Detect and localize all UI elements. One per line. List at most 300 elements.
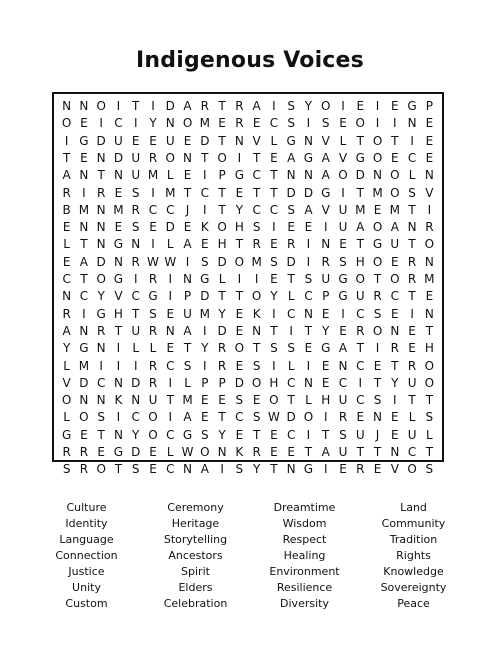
grid-letter: O <box>148 427 158 442</box>
grid-letter: I <box>116 341 121 356</box>
grid-letter: H <box>234 220 244 235</box>
grid-letter: N <box>286 462 296 477</box>
grid-letter: I <box>272 306 276 321</box>
grid-letter: S <box>201 427 209 442</box>
grid-letter: Y <box>270 289 278 304</box>
grid-letter: T <box>356 445 364 459</box>
grid-letter: T <box>114 462 123 477</box>
grid-letter: I <box>203 358 207 373</box>
grid-letter: I <box>64 133 69 148</box>
grid-letter: D <box>303 185 314 200</box>
word-list-item: Respect <box>282 533 327 546</box>
grid-letter: O <box>217 220 227 235</box>
grid-letter: E <box>339 116 347 131</box>
grid-letter: I <box>341 306 345 321</box>
grid-letter: U <box>131 168 141 183</box>
grid-letter: I <box>306 427 311 442</box>
grid-row <box>54 323 442 340</box>
grid-letter: C <box>407 445 417 459</box>
grid-letter: I <box>272 220 276 235</box>
grid-letter: C <box>269 202 279 217</box>
grid-letter: I <box>220 462 224 477</box>
grid-letter: A <box>183 323 192 338</box>
grid-letter: Y <box>62 341 71 356</box>
grid-letter: E <box>391 254 399 269</box>
grid-letter: I <box>151 99 155 113</box>
grid-letter: N <box>62 99 72 113</box>
grid-letter: I <box>203 168 207 183</box>
grid-row <box>54 340 442 357</box>
grid-letter: N <box>303 306 313 321</box>
grid-letter: N <box>96 202 106 217</box>
word-search-grid <box>52 92 444 477</box>
grid-letter: O <box>200 445 210 459</box>
grid-letter: V <box>321 133 330 148</box>
grid-letter: N <box>96 341 106 356</box>
grid-letter: E <box>201 410 209 425</box>
grid-letter: R <box>148 150 158 165</box>
grid-letter: T <box>252 341 261 356</box>
grid-letter: T <box>80 272 88 286</box>
grid-letter: V <box>252 133 261 148</box>
grid-letter: N <box>79 323 89 338</box>
grid-letter: T <box>183 185 192 200</box>
grid-letter: N <box>183 462 193 477</box>
grid-letter: N <box>96 220 106 235</box>
grid-letter: T <box>218 185 226 200</box>
grid-letter: N <box>113 168 123 183</box>
grid-letter: E <box>391 410 399 425</box>
grid-letter: I <box>410 306 414 321</box>
grid-letter: G <box>61 427 72 442</box>
grid-letter: E <box>356 410 365 425</box>
grid-letter: T <box>270 323 278 338</box>
grid-letter: G <box>148 289 158 304</box>
grid-letter: N <box>407 116 417 131</box>
grid-letter: A <box>183 99 192 113</box>
grid-letter: R <box>97 323 106 338</box>
grid-letter: E <box>80 427 88 442</box>
grid-letter: R <box>62 185 71 200</box>
grid-letter: T <box>166 393 174 408</box>
grid-letter: N <box>252 323 262 338</box>
grid-letter: I <box>82 306 86 321</box>
grid-letter: I <box>151 237 155 252</box>
word-list-item: Land <box>400 501 427 514</box>
word-list-item: Rights <box>396 549 431 562</box>
grid-letter: G <box>321 185 331 200</box>
grid-letter: Y <box>149 116 157 131</box>
grid-letter: T <box>97 427 105 442</box>
grid-letter: I <box>323 410 328 425</box>
grid-letter: I <box>168 272 173 286</box>
grid-letter: S <box>270 341 278 356</box>
grid-letter: D <box>165 99 175 113</box>
grid-letter: D <box>234 375 244 390</box>
grid-row <box>54 306 442 323</box>
grid-row <box>54 444 442 461</box>
word-list-item: Dreamtime <box>273 501 336 514</box>
grid-letter: R <box>287 237 296 252</box>
grid-letter: G <box>303 462 314 477</box>
grid-letter: T <box>287 272 295 286</box>
grid-letter: E <box>166 306 175 321</box>
word-list-item: Culture <box>66 501 107 514</box>
grid-letter: U <box>165 133 175 148</box>
grid-letter: T <box>304 323 313 338</box>
grid-letter: S <box>408 185 416 200</box>
grid-letter: P <box>201 375 209 390</box>
grid-letter: I <box>306 116 311 131</box>
word-list-item: Peace <box>397 597 430 610</box>
grid-letter: L <box>63 358 70 373</box>
grid-letter: D <box>165 220 175 235</box>
grid-letter: T <box>183 341 192 356</box>
grid-letter: E <box>183 220 192 235</box>
grid-letter: K <box>235 445 244 459</box>
grid-letter: E <box>339 237 347 252</box>
grid-letter: I <box>133 272 138 286</box>
grid-letter: I <box>375 116 380 131</box>
grid-letter: O <box>320 99 331 113</box>
grid-letter: E <box>270 272 278 286</box>
grid-letter: E <box>201 237 209 252</box>
grid-letter: E <box>252 393 261 408</box>
grid-letter: M <box>199 116 210 131</box>
grid-letter: G <box>407 99 417 113</box>
grid-letter: N <box>113 254 123 269</box>
grid-letter: V <box>321 202 330 217</box>
grid-letter: T <box>373 272 382 286</box>
grid-letter: C <box>356 306 365 321</box>
grid-letter: B <box>62 202 71 217</box>
grid-letter: S <box>97 410 105 425</box>
grid-letter: G <box>113 237 124 252</box>
grid-letter: S <box>131 185 140 200</box>
grid-letter: L <box>305 393 312 408</box>
grid-letter: E <box>235 427 244 442</box>
grid-letter: T <box>408 289 416 304</box>
grid-letter: I <box>427 202 432 217</box>
word-list-item: Diversity <box>280 597 329 610</box>
grid-letter: R <box>321 254 330 269</box>
grid-letter: V <box>114 289 123 304</box>
grid-letter: Y <box>252 462 261 477</box>
grid-letter: T <box>356 185 364 200</box>
grid-letter: N <box>286 168 296 183</box>
grid-letter: T <box>252 185 261 200</box>
grid-letter: N <box>321 237 331 252</box>
grid-letter: M <box>355 202 366 217</box>
grid-letter: E <box>339 323 347 338</box>
grid-letter: E <box>391 427 399 442</box>
grid-letter: E <box>252 116 261 131</box>
grid-letter: G <box>113 445 124 459</box>
grid-letter: I <box>116 410 121 425</box>
grid-letter: O <box>390 272 400 286</box>
grid-letter: T <box>425 323 434 338</box>
grid-letter: C <box>114 116 123 131</box>
grid-letter: W <box>267 410 280 425</box>
grid-letter: N <box>303 168 313 183</box>
grid-letter: D <box>131 375 141 390</box>
grid-letter: N <box>165 116 175 131</box>
grid-letter: E <box>218 116 226 131</box>
word-list-item: Environment <box>269 565 340 578</box>
grid-letter: E <box>62 254 71 269</box>
word-list-item: Connection <box>55 549 118 562</box>
grid-letter: I <box>133 358 138 373</box>
grid-letter: I <box>323 462 328 477</box>
grid-letter: I <box>410 133 414 148</box>
grid-letter: M <box>113 202 124 217</box>
grid-letter: M <box>78 358 90 373</box>
grid-letter: W <box>164 254 177 269</box>
grid-letter: U <box>355 289 365 304</box>
grid-letter: I <box>375 99 380 113</box>
grid-letter: S <box>373 393 382 408</box>
grid-letter: T <box>391 358 399 373</box>
grid-letter: C <box>407 150 417 165</box>
grid-letter: A <box>321 150 330 165</box>
grid-letter: M <box>424 272 435 286</box>
grid-letter: A <box>252 99 261 113</box>
grid-letter: E <box>425 150 434 165</box>
grid-letter: Y <box>235 202 244 217</box>
grid-letter: G <box>372 237 383 252</box>
grid-letter: E <box>339 462 347 477</box>
grid-letter: R <box>148 323 158 338</box>
grid-letter: C <box>235 410 244 425</box>
grid-letter: U <box>338 202 348 217</box>
grid-letter: V <box>425 185 434 200</box>
grid-letter: H <box>217 237 227 252</box>
grid-letter: T <box>218 202 226 217</box>
grid-letter: C <box>79 289 89 304</box>
grid-letter: S <box>373 306 382 321</box>
grid-letter: S <box>287 202 295 217</box>
grid-letter: T <box>408 202 416 217</box>
grid-letter: U <box>183 306 192 321</box>
grid-letter: T <box>270 462 278 477</box>
grid-letter: E <box>149 445 157 459</box>
word-list <box>32 500 468 612</box>
grid-letter: O <box>61 393 72 408</box>
grid-letter: J <box>185 202 190 217</box>
grid-letter: L <box>166 168 174 183</box>
grid-letter: N <box>183 272 193 286</box>
grid-letter: O <box>79 410 89 425</box>
grid-letter: S <box>321 116 330 131</box>
grid-row <box>54 427 442 444</box>
grid-letter: S <box>425 410 434 425</box>
grid-letter: U <box>148 393 158 408</box>
grid-letter: R <box>148 375 158 390</box>
grid-letter: O <box>303 410 314 425</box>
grid-letter: R <box>79 445 89 459</box>
grid-row <box>54 236 442 253</box>
grid-letter: C <box>252 202 261 217</box>
grid-letter: O <box>234 341 245 356</box>
grid-letter: I <box>82 185 86 200</box>
grid-row <box>54 392 442 409</box>
grid-letter: U <box>407 427 417 442</box>
grid-letter: O <box>372 220 383 235</box>
grid-letter: T <box>218 133 226 148</box>
grid-letter: R <box>407 254 417 269</box>
grid-letter: U <box>338 445 348 459</box>
grid-letter: T <box>252 427 261 442</box>
grid-letter: S <box>339 254 347 269</box>
grid-letter: I <box>237 272 242 286</box>
grid-letter: C <box>200 185 209 200</box>
grid-letter: C <box>148 202 158 217</box>
grid-letter: A <box>287 150 296 165</box>
grid-row <box>54 254 442 271</box>
grid-letter: E <box>425 116 434 131</box>
grid-row <box>54 98 442 115</box>
grid-letter: U <box>338 393 348 408</box>
grid-letter: S <box>252 220 261 235</box>
grid-letter: P <box>322 289 330 304</box>
grid-letter: N <box>424 168 434 183</box>
grid-letter: G <box>321 341 331 356</box>
grid-letter: E <box>114 185 123 200</box>
word-list-item: Resilience <box>276 581 333 594</box>
grid-letter: T <box>356 341 364 356</box>
grid-letter: E <box>373 202 382 217</box>
grid-letter: O <box>355 272 365 286</box>
grid-letter: T <box>218 99 226 113</box>
grid-row <box>54 133 442 150</box>
grid-letter: I <box>168 410 173 425</box>
grid-letter: E <box>425 289 434 304</box>
grid-letter: C <box>166 202 175 217</box>
grid-letter: T <box>322 427 330 442</box>
grid-letter: N <box>338 358 348 373</box>
grid-letter: G <box>96 306 106 321</box>
grid-letter: T <box>391 133 399 148</box>
grid-letter: T <box>114 323 123 338</box>
grid-letter: S <box>287 99 295 113</box>
word-list-item: Unity <box>72 581 101 594</box>
grid-letter: S <box>131 220 140 235</box>
grid-letter: N <box>234 133 244 148</box>
grid-letter: L <box>132 341 140 356</box>
grid-letter: E <box>287 445 295 459</box>
grid-letter: D <box>217 323 227 338</box>
grid-letter: O <box>251 375 262 390</box>
grid-letter: E <box>218 393 226 408</box>
grid-letter: E <box>183 133 192 148</box>
grid-letter: N <box>96 150 106 165</box>
grid-letter: N <box>373 168 383 183</box>
grid-row <box>54 219 442 236</box>
grid-letter: I <box>272 99 276 113</box>
grid-letter: O <box>372 150 383 165</box>
grid-letter: M <box>199 306 210 321</box>
grid-letter: C <box>304 289 313 304</box>
grid-letter: L <box>287 289 295 304</box>
grid-letter: D <box>200 289 210 304</box>
grid-letter: S <box>235 393 244 408</box>
grid-row <box>54 115 442 132</box>
grid-letter: R <box>148 358 158 373</box>
grid-letter: U <box>114 133 123 148</box>
grid-letter: R <box>407 358 417 373</box>
grid-letter: O <box>269 393 279 408</box>
grid-letter: I <box>203 323 207 338</box>
grid-letter: M <box>182 393 193 408</box>
grid-letter: D <box>131 445 141 459</box>
grid-letter: O <box>182 116 193 131</box>
grid-letter: M <box>147 168 159 183</box>
grid-letter: E <box>321 375 330 390</box>
grid-letter: E <box>373 462 382 477</box>
grid-letter: H <box>321 393 331 408</box>
grid-letter: E <box>321 358 330 373</box>
grid-letter: D <box>96 254 106 269</box>
grid-letter: Y <box>201 341 209 356</box>
grid-letter: N <box>390 445 400 459</box>
grid-letter: R <box>235 99 244 113</box>
grid-letter: C <box>286 427 296 442</box>
grid-letter: T <box>356 237 364 252</box>
grid-letter: E <box>201 393 209 408</box>
grid-letter: L <box>408 168 416 183</box>
grid-letter: E <box>304 220 313 235</box>
grid-letter: L <box>287 358 295 373</box>
word-list-item: Sovereignty <box>380 581 447 594</box>
grid-letter: N <box>79 168 89 183</box>
grid-letter: R <box>217 358 227 373</box>
grid-letter: T <box>425 445 434 459</box>
grid-letter: N <box>113 375 123 390</box>
grid-row <box>54 358 442 375</box>
grid-letter: U <box>390 237 400 252</box>
grid-letter: I <box>306 254 311 269</box>
grid-letter: N <box>96 237 106 252</box>
grid-letter: G <box>113 272 124 286</box>
grid-letter: S <box>339 427 347 442</box>
grid-letter: E <box>149 462 157 477</box>
grid-letter: I <box>168 289 173 304</box>
grid-letter: M <box>251 254 262 269</box>
grid-letter: A <box>62 323 71 338</box>
grid-row <box>54 150 442 167</box>
grid-letter: I <box>116 99 121 113</box>
grid-letter: N <box>79 220 89 235</box>
grid-letter: R <box>356 323 365 338</box>
grid-letter: N <box>217 445 227 459</box>
word-list-item: Wisdom <box>282 517 327 530</box>
word-list-item: Celebration <box>163 597 228 610</box>
grid-letter: N <box>424 306 434 321</box>
grid-letter: O <box>217 150 227 165</box>
grid-letter: S <box>270 254 278 269</box>
grid-letter: N <box>390 323 400 338</box>
grid-letter: N <box>96 393 106 408</box>
grid-letter: L <box>184 375 191 390</box>
grid-letter: I <box>185 254 190 269</box>
grid-letter: I <box>289 323 293 338</box>
grid-letter: C <box>286 375 296 390</box>
grid-letter: T <box>235 289 244 304</box>
grid-letter: Y <box>304 99 313 113</box>
grid-letter: T <box>132 99 140 113</box>
grid-letter: O <box>148 410 158 425</box>
grid-letter: C <box>356 393 365 408</box>
